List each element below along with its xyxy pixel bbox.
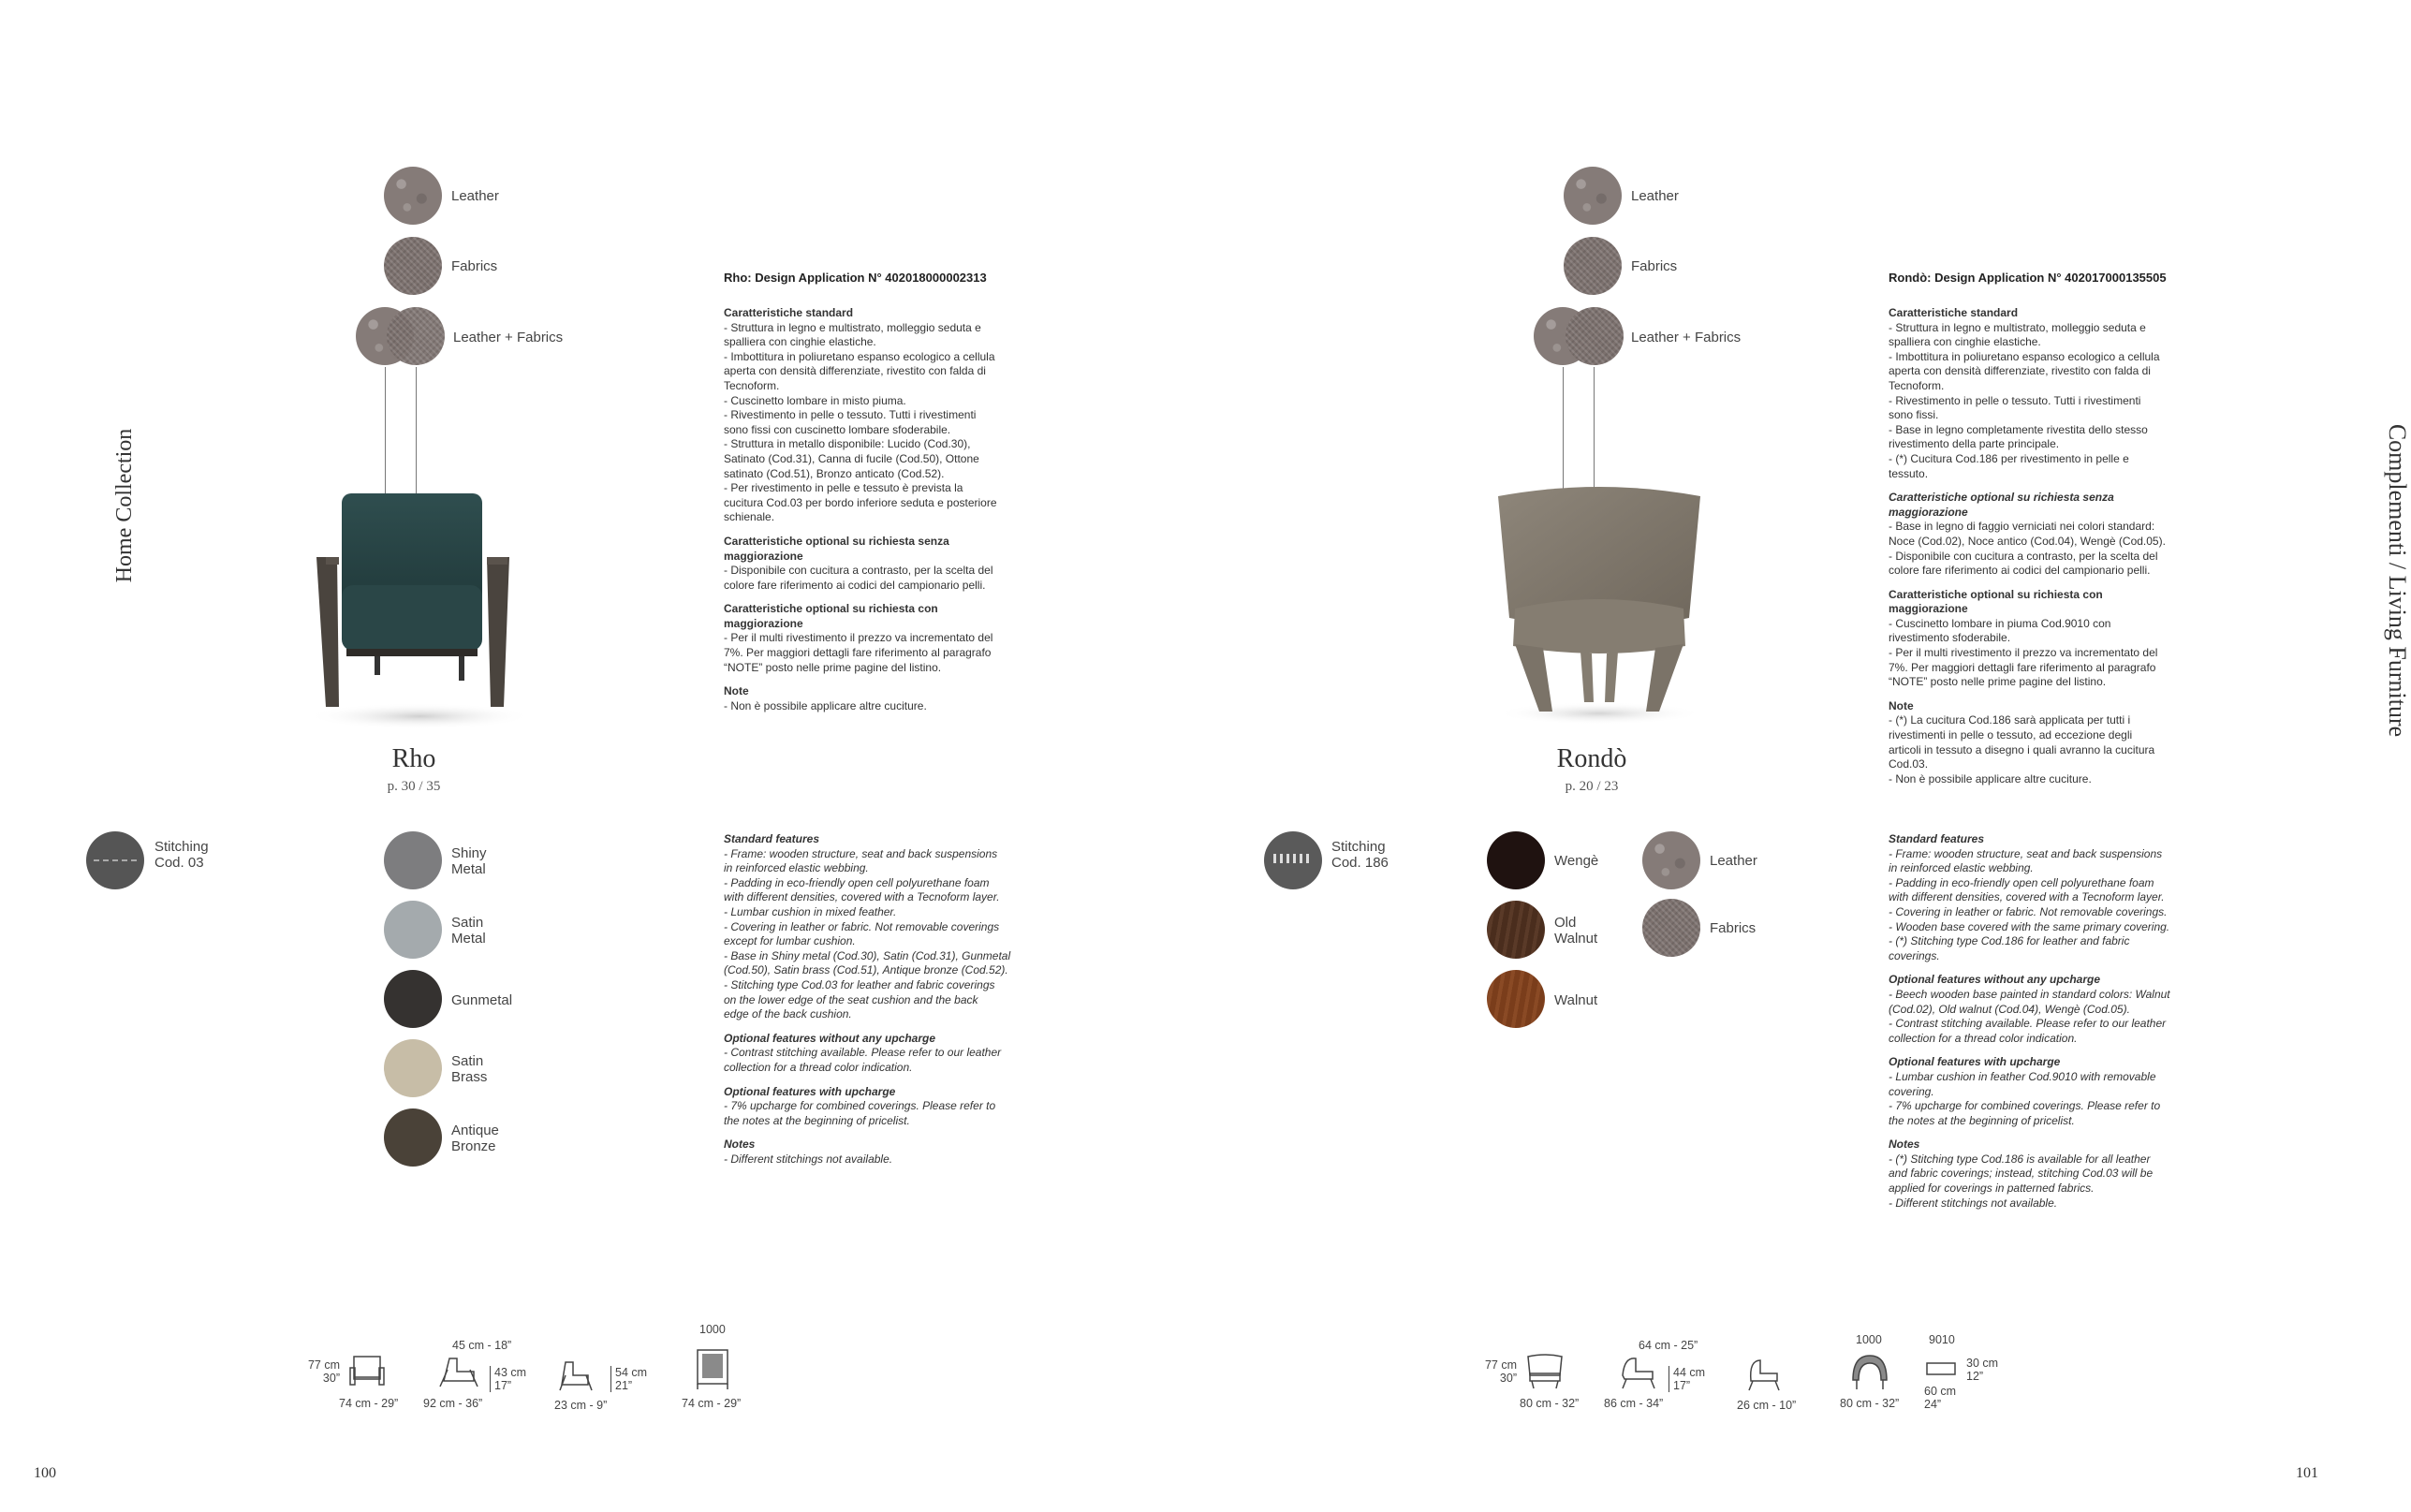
english-spec-rondo (1889, 832, 2216, 1211)
spec-heading: maggiorazione (724, 549, 803, 563)
spec-line: - Frame: wooden structure, seat and back suspensions (724, 846, 998, 860)
spec-line: colore fare riferimento ai codici del campionario pelli. (1889, 564, 2151, 578)
finish-swatch-shiny-metal (384, 831, 442, 889)
wood-swatch-walnut (1487, 970, 1545, 1028)
pointer-line (1563, 367, 1564, 493)
dim-cushion-w: 60 cm 24” (1924, 1385, 1957, 1411)
wood-label-old-walnut: Old Walnut (1554, 915, 1598, 947)
wood-label-wenge: Wengè (1554, 853, 1599, 869)
dim-back-w-r: 80 cm - 32” (1840, 1397, 1900, 1410)
spec-line: Noce (Cod.02), Noce antico (Cod.04), Wengè (Cod.05). (1889, 534, 2166, 548)
design-application-title-rondo: Rondò: Design Application N° 402017000135505 (1889, 271, 2167, 285)
dim-angle-w: 23 cm - 9” (554, 1399, 608, 1412)
rondo-side-icon (1615, 1353, 1662, 1390)
spec-line: - (*) Stitching type Cod.186 for leather and fabric (1889, 934, 2130, 948)
armchair-angle-icon (556, 1355, 597, 1392)
dim-side-top: 45 cm - 18” (452, 1339, 512, 1352)
spec-heading: Note (1889, 698, 1914, 712)
spec-line: - Base in Shiny metal (Cod.30), Satin (Cod.31), Gunmetal (724, 948, 1011, 962)
spec-line: - Per rivestimento in pelle e tessuto è prevista la (724, 481, 963, 495)
spec-line: cucitura Cod.03 per bordo inferiore seduta e posteriore (724, 495, 997, 509)
pointer-line (416, 367, 417, 493)
spec-line: - Non è possibile applicare altre cuciture. (724, 698, 927, 712)
spec-line: with different densities, covered with a Tecnoform layer. (1889, 890, 2165, 904)
spec-line: - Padding in eco-friendly open cell polyurethane foam (724, 875, 990, 889)
spec-line: covering. (1889, 1084, 1934, 1098)
finish-swatch-gunmetal (384, 970, 442, 1028)
spec-line: applied for coverings in patterned fabrics. (1889, 1182, 2095, 1196)
rondo-front-icon (1524, 1353, 1566, 1390)
armchair-back-icon (694, 1346, 731, 1391)
spec-line: in reinforced elastic webbing. (1889, 861, 2034, 875)
spec-line: coverings. (1889, 948, 1940, 962)
spec-line: - Base in legno completamente rivestita dello stesso (1889, 422, 2148, 436)
stitch-pattern-icon (1273, 854, 1313, 863)
spec-line: aperta con densità differenziate, rivestito con falda di (724, 364, 986, 378)
rondo-back-icon (1849, 1352, 1890, 1393)
wood-label-walnut: Walnut (1554, 992, 1598, 1008)
dim-front-h-r: 77 cm 30” (1484, 1358, 1517, 1385)
spec-line: - Struttura in legno e multistrato, molleggio seduta e (724, 320, 981, 334)
spec-heading: maggiorazione (724, 616, 803, 630)
spec-line: tessuto. (1889, 466, 1929, 480)
spec-heading: Notes (724, 1138, 756, 1152)
dim-back-w: 74 cm - 29” (682, 1397, 742, 1410)
product-page-ref-rho: p. 30 / 35 (387, 779, 441, 794)
dim-cushion-top: 9010 (1929, 1333, 1955, 1346)
spec-line: - Imbottitura in poliuretano espanso ecologico a cellula (724, 349, 995, 363)
covering-label-fabrics: Fabrics (451, 258, 498, 274)
wood-swatch-wenge (1487, 831, 1545, 889)
spec-heading: Note (724, 684, 749, 698)
stitching-label-line1: Stitching (154, 839, 209, 855)
spec-heading: Caratteristiche optional su richiesta senza (724, 534, 949, 548)
spec-line: the notes at the beginning of pricelist. (1889, 1113, 2075, 1127)
spec-line: - Rivestimento in pelle o tessuto. Tutti i rivestimenti (1889, 393, 2141, 407)
spec-heading: Caratteristiche optional su richiesta con (724, 602, 938, 616)
spec-line: collection for a thread color indication. (1889, 1031, 2078, 1045)
spec-line: schienale. (724, 510, 775, 524)
dim-side-w-r: 86 cm - 34” (1604, 1397, 1664, 1410)
spec-line: articoli in tessuto a disegno i quali avranno la cucitura (1889, 742, 2155, 756)
cover-label-fabrics: Fabrics (1710, 920, 1757, 936)
covering-swatch-fabrics-r (1564, 237, 1622, 295)
spec-line: “NOTE” posto nelle prime pagine del listino. (724, 660, 942, 674)
dim-front-h: 77 cm 30” (307, 1358, 340, 1385)
spec-line: collection for a thread color indication. (724, 1060, 913, 1074)
product-name-rho: Rho (391, 744, 436, 773)
page-number-left: 100 (34, 1465, 56, 1481)
spec-line: - Different stitchings not available. (1889, 1196, 2058, 1210)
spec-line: 7%. Per maggiori dettagli fare riferimento al paragrafo (1889, 660, 2156, 674)
spec-line: - Beech wooden base painted in standard colors: Walnut (1889, 987, 2170, 1001)
stitching-swatch-cod186 (1264, 831, 1322, 889)
spec-line: - Stitching type Cod.03 for leather and fabric coverings (724, 977, 995, 991)
spec-line: except for lumbar cushion. (724, 934, 856, 948)
dim-back-top: 1000 (699, 1323, 726, 1336)
rho-armchair-image (300, 482, 534, 735)
spec-heading: Optional features with upcharge (1889, 1055, 2061, 1069)
spec-line: - (*) La cucitura Cod.186 sarà applicata per tutti i (1889, 713, 2131, 727)
finish-label-antique-bronze: Antique Bronze (451, 1123, 499, 1154)
spec-line: - Cuscinetto lombare in piuma Cod.9010 con (1889, 616, 2111, 630)
english-spec-rho (724, 832, 1042, 1167)
lumbar-cushion-icon (1925, 1359, 1957, 1378)
spec-line: “NOTE” posto nelle prime pagine del listino. (1889, 675, 2107, 689)
spec-line: in reinforced elastic webbing. (724, 861, 869, 875)
spec-line: rivestimenti in pelle o tessuto, ad eccezione degli (1889, 728, 2133, 742)
spec-line: - Cuscinetto lombare in misto piuma. (724, 393, 906, 407)
spec-heading: Optional features with upcharge (724, 1084, 896, 1098)
spec-line: (Cod.02), Old walnut (Cod.04), Wengè (Cod.05). (1889, 1002, 2130, 1016)
dim-side-w: 92 cm - 36” (423, 1397, 483, 1410)
spec-line: sono fissi. (1889, 408, 1939, 422)
spec-line: satinato (Cod.51), Bronzo anticato (Cod.52). (724, 466, 945, 480)
spec-line: spalliera con cinghie elastiche. (1889, 335, 2041, 349)
design-application-title-rho: Rho: Design Application N° 402018000002313 (724, 271, 987, 285)
dim-angle-w-r: 26 cm - 10” (1737, 1399, 1797, 1412)
pointer-line (1594, 367, 1595, 493)
spec-line: - Per il multi rivestimento il prezzo va incrementato del (724, 631, 993, 645)
dim-cushion-h: 30 cm 12” (1966, 1357, 1999, 1383)
vertical-title-left: Home Collection (112, 428, 137, 583)
dim-front-w-r: 80 cm - 32” (1520, 1397, 1580, 1410)
italian-spec-rondo (1889, 306, 2207, 786)
spec-line: rivestimento sfoderabile. (1889, 631, 2011, 645)
spec-line: - Lumbar cushion in mixed feather. (724, 904, 897, 918)
spec-line: - 7% upcharge for combined coverings. Please refer to (724, 1099, 996, 1113)
covering-label-combined-r: Leather + Fabrics (1631, 330, 1742, 345)
dim-side-h: 43 cm 17” (490, 1366, 526, 1392)
spec-line: Cod.03. (1889, 757, 1929, 771)
spec-line: - 7% upcharge for combined coverings. Please refer to (1889, 1099, 2161, 1113)
spec-line: - Covering in leather or fabric. Not removable coverings (724, 919, 1000, 933)
covering-swatch-leather (384, 167, 442, 225)
stitching-label-line2: Cod. 186 (1331, 855, 1389, 871)
spec-line: - Base in legno di faggio verniciati nei colori standard: (1889, 520, 2155, 534)
spec-line: - Frame: wooden structure, seat and back suspensions (1889, 846, 2163, 860)
finish-label-satin-brass: Satin Brass (451, 1053, 488, 1085)
spec-line: - (*) Stitching type Cod.186 is available for all leather (1889, 1152, 2151, 1166)
spec-heading: Optional features without any upcharge (1889, 973, 2101, 987)
spec-line: - Wooden base covered with the same primary covering. (1889, 919, 2170, 933)
spec-line: spalliera con cinghie elastiche. (724, 335, 876, 349)
covering-label-leather-r: Leather (1631, 188, 1679, 204)
finish-swatch-antique-bronze (384, 1108, 442, 1167)
finish-label-gunmetal: Gunmetal (451, 992, 513, 1008)
cover-swatch-fabrics (1642, 899, 1700, 957)
cover-label-leather: Leather (1710, 853, 1757, 869)
dim-side-h-r: 44 cm 17” (1669, 1366, 1705, 1392)
finish-label-shiny-metal: Shiny Metal (451, 845, 487, 877)
spec-line: on the lower edge of the seat cushion and the back (724, 992, 978, 1006)
spec-line: the notes at the beginning of pricelist. (724, 1113, 910, 1127)
wood-swatch-old-walnut (1487, 901, 1545, 959)
spec-heading: Caratteristiche optional su richiesta senza (1889, 491, 2114, 505)
covering-label-fabrics-r: Fabrics (1631, 258, 1678, 274)
covering-label-leather: Leather (451, 188, 499, 204)
stitching-label-r (1331, 839, 1389, 871)
covering-swatch-fabrics-half-r (1566, 307, 1624, 365)
rondo-armchair-image (1477, 477, 1721, 730)
spec-line: Tecnoform. (1889, 378, 1945, 392)
spec-line: and fabric coverings; instead, stitching Cod.03 will be (1889, 1167, 2154, 1181)
spec-line: - Rivestimento in pelle o tessuto. Tutti i rivestimenti (724, 408, 977, 422)
spec-line: - Struttura in legno e multistrato, molleggio seduta e (1889, 320, 2146, 334)
spec-line: - Lumbar cushion in feather Cod.9010 with removable (1889, 1069, 2156, 1083)
vertical-title-right: Complementi / Living Furniture (2384, 423, 2411, 738)
spec-line: - Contrast stitching available. Please refer to our leather (724, 1046, 1002, 1060)
spec-line: sono fissi con cuscinetto lombare sfoderabile. (724, 422, 951, 436)
spec-heading: Standard features (1889, 832, 1985, 845)
spec-line: 7%. Per maggiori dettagli fare riferimento al paragrafo (724, 646, 992, 660)
spec-line: colore fare riferimento ai codici del campionario pelli. (724, 578, 986, 592)
finish-swatch-satin-metal (384, 901, 442, 959)
stitching-label-line1: Stitching (1331, 839, 1386, 855)
stitch-line-icon (94, 859, 137, 861)
dim-back-top-r: 1000 (1856, 1333, 1882, 1346)
spec-line: - Different stitchings not available. (724, 1152, 893, 1166)
spec-line: Satinato (Cod.31), Canna di fucile (Cod.50), Ottone (724, 451, 979, 465)
dim-front-w: 74 cm - 29” (339, 1397, 399, 1410)
spec-line: rivestimento della parte principale. (1889, 437, 2060, 451)
spec-line: - Contrast stitching available. Please refer to our leather (1889, 1017, 2167, 1031)
spec-line: - Disponibile con cucitura a contrasto, per la scelta del (724, 564, 993, 578)
armchair-side-icon (436, 1353, 483, 1390)
italian-spec-rho (724, 306, 1033, 713)
pointer-line (385, 367, 386, 493)
stitching-label-line2: Cod. 03 (154, 855, 204, 871)
spec-line: - Padding in eco-friendly open cell polyurethane foam (1889, 875, 2154, 889)
spec-line: - Per il multi rivestimento il prezzo va incrementato del (1889, 646, 2158, 660)
spec-heading: Caratteristiche standard (724, 306, 854, 319)
spec-heading: maggiorazione (1889, 505, 1968, 519)
stitching-swatch-cod03 (86, 831, 144, 889)
finish-label-satin-metal: Satin Metal (451, 915, 486, 947)
rondo-angle-icon (1743, 1355, 1785, 1392)
spec-heading: Notes (1889, 1138, 1920, 1152)
spec-heading: Standard features (724, 832, 820, 845)
spec-line: Tecnoform. (724, 378, 780, 392)
spec-line: - Covering in leather or fabric. Not removable coverings. (1889, 904, 2168, 918)
cover-swatch-leather (1642, 831, 1700, 889)
spec-heading: maggiorazione (1889, 602, 1968, 616)
covering-swatch-leather-r (1564, 167, 1622, 225)
spec-line: - (*) Cucitura Cod.186 per rivestimento in pelle e (1889, 451, 2129, 465)
covering-swatch-fabrics-half (387, 307, 445, 365)
dim-side-top-r: 64 cm - 25” (1639, 1339, 1698, 1352)
spec-line: - Non è possibile applicare altre cuciture. (1889, 771, 2092, 785)
spec-heading: Caratteristiche standard (1889, 306, 2019, 319)
spec-line: - Struttura in metallo disponibile: Lucido (Cod.30), (724, 437, 971, 451)
spec-line: with different densities, covered with a Tecnoform layer. (724, 890, 1000, 904)
spec-heading: Caratteristiche optional su richiesta con (1889, 587, 2103, 601)
armchair-front-icon (348, 1353, 386, 1390)
stitching-label (154, 839, 209, 871)
covering-label-combined: Leather + Fabrics (453, 330, 564, 345)
product-name-rondo: Rondò (1556, 744, 1627, 773)
spec-heading: Optional features without any upcharge (724, 1031, 936, 1045)
spec-line: - Imbottitura in poliuretano espanso ecologico a cellula (1889, 349, 2160, 363)
finish-swatch-satin-brass (384, 1039, 442, 1097)
spec-line: (Cod.50), Satin brass (Cod.51), Antique bronze (Cod.52). (724, 963, 1008, 977)
spec-line: edge of the back cushion. (724, 1007, 852, 1021)
product-page-ref-rondo: p. 20 / 23 (1565, 779, 1619, 794)
covering-swatch-fabrics (384, 237, 442, 295)
spec-line: aperta con densità differenziate, rivestito con falda di (1889, 364, 2151, 378)
dim-angle-h: 54 cm 21” (610, 1366, 647, 1392)
spec-line: - Disponibile con cucitura a contrasto, per la scelta del (1889, 549, 2158, 563)
page-number-right: 101 (2296, 1465, 2318, 1481)
